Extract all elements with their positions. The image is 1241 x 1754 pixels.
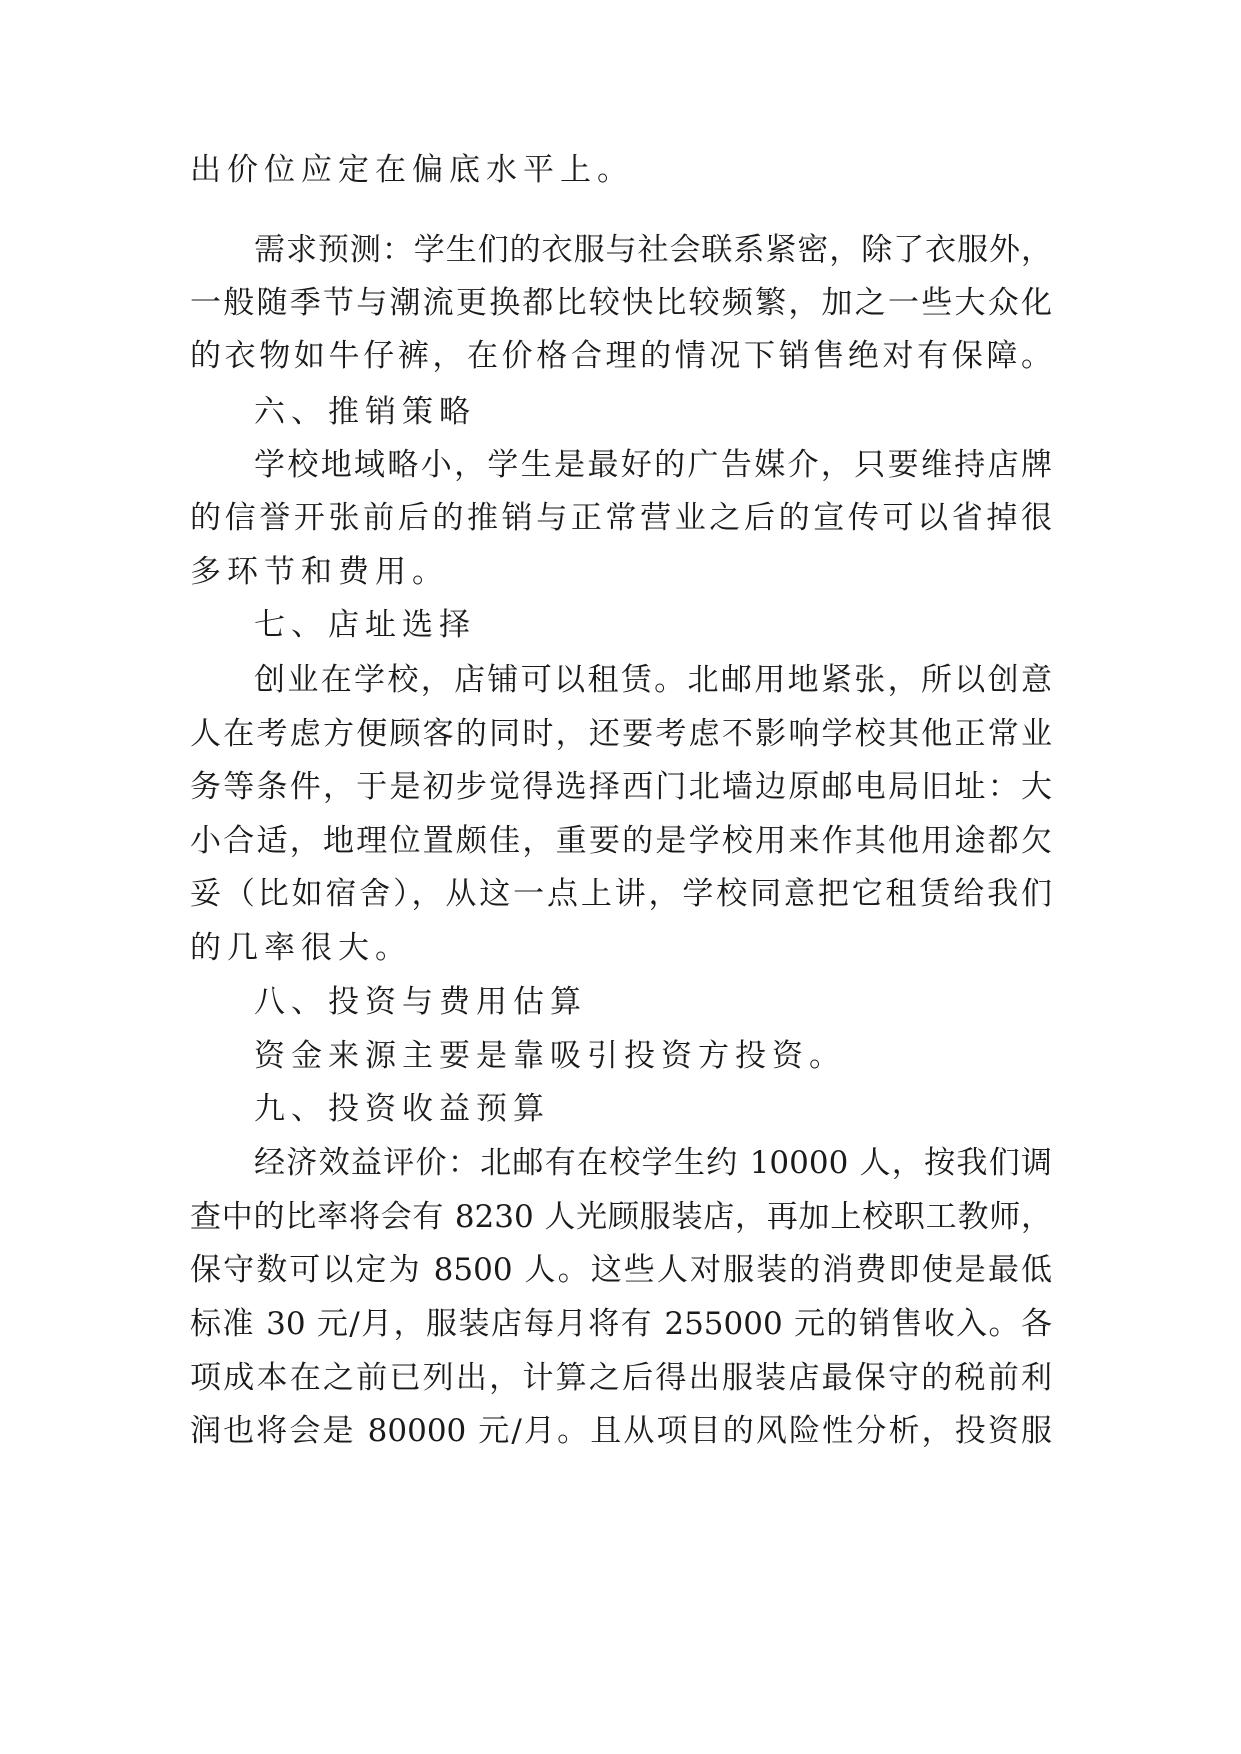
text-line: 务等条件，于是初步觉得选择西门北墙边原邮电局旧址：大 [190, 769, 1052, 805]
section-heading: 九、投资收益预算 [254, 1091, 550, 1127]
text-line: 多环节和费用。 [190, 554, 449, 590]
text-line: 小合适，地理位置颇佳，重要的是学校用来作其他用途都欠 [190, 823, 1052, 859]
text-line: 润也将会是 80000 元/月。且从项目的风险性分析，投资服 [190, 1413, 1052, 1449]
text-line: 资金来源主要是靠吸引投资方投资。 [254, 1038, 846, 1074]
text-line: 需求预测：学生们的衣服与社会联系紧密，除了衣服外， [254, 232, 1052, 268]
text-line: 一般随季节与潮流更换都比较快比较频繁，加之一些大众化 [190, 285, 1052, 321]
text-line: 出价位应定在偏底水平上。 [190, 152, 634, 188]
section-heading: 八、投资与费用估算 [254, 984, 587, 1020]
text-line: 项成本在之前已列出，计算之后得出服装店最保守的税前利 [190, 1360, 1052, 1396]
section-heading: 六、推销策略 [254, 394, 476, 430]
text-line: 查中的比率将会有 8230 人光顾服装店，再加上校职工教师， [190, 1199, 1052, 1235]
section-heading: 七、店址选择 [254, 607, 476, 643]
text-line: 人在考虑方便顾客的同时，还要考虑不影响学校其他正常业 [190, 716, 1052, 752]
text-line: 妥（比如宿舍），从这一点上讲，学校同意把它租赁给我们 [190, 876, 1052, 912]
text-line: 的衣物如牛仔裤，在价格合理的情况下销售绝对有保障。 [190, 338, 1052, 374]
text-line: 经济效益评价：北邮有在校学生约 10000 人，按我们调 [254, 1145, 1052, 1181]
text-line: 的信誉开张前后的推销与正常营业之后的宣传可以省掉很 [190, 500, 1052, 536]
text-line: 的几率很大。 [190, 930, 412, 966]
text-line: 标准 30 元/月，服装店每月将有 255000 元的销售收入。各 [190, 1306, 1052, 1342]
text-line: 创业在学校，店铺可以租赁。北邮用地紧张，所以创意 [254, 662, 1052, 698]
text-line: 学校地域略小，学生是最好的广告媒介，只要维持店牌 [254, 447, 1052, 483]
text-line: 保守数可以定为 8500 人。这些人对服装的消费即使是最低 [190, 1252, 1052, 1288]
